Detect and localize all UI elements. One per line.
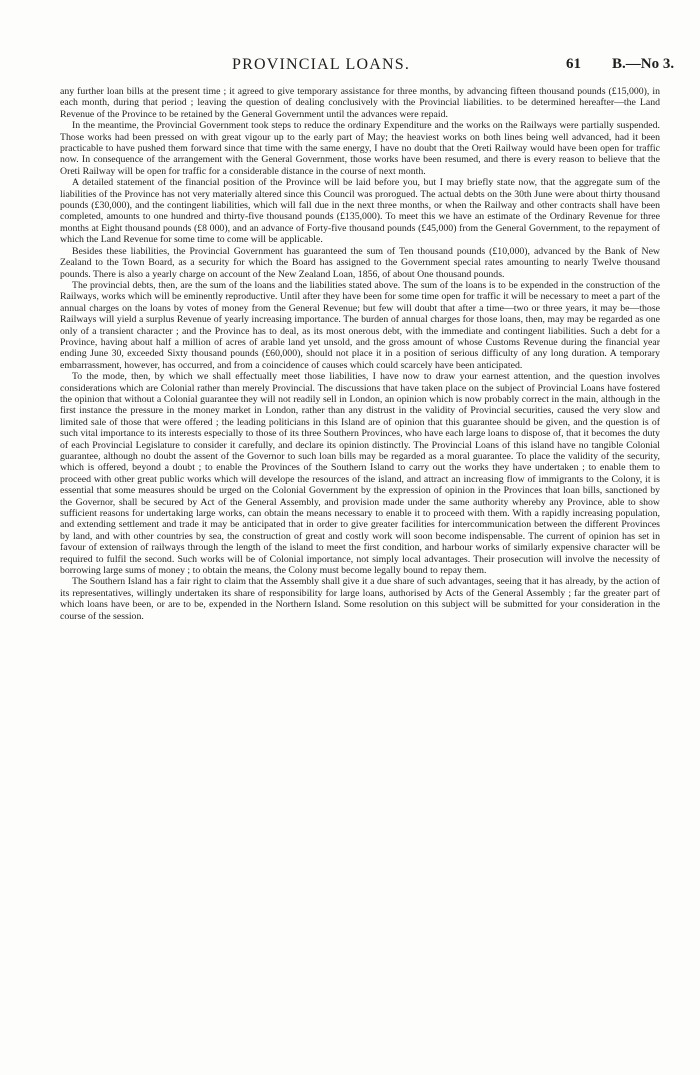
paragraph: The provincial debts, then, are the sum of the loans and the liabilities stated above. The sum of the loans is to be expended in the construction of the Railways, works which will be eminently reproductive. Until after they have been for some time open for traffic it will be necessary to meet a part of the annual charges on the loans by votes of money from the General Revenue; but few will doubt that after a time—two or three years, it may be—those Railways will yield a surplus Revenue of yearly increasing importance. The burden of annual charges for those loans, then, may may be regarded as one only of a transient character ; and the Province has to deal, as its most onerous debt, with the immediate and contingent liabilities. Such a debt for a Province, having about half a million of acres of arable land yet unsold, and the gross amount of whose Customs Revenue during the financial year ending June 30, exceeded Sixty thousand pounds (£60,000), should not place it in a position of serious difficulty of any long duration. A temporary embarrassment, however, has occurred, and from a coincidence of causes which could scarcely have been anticipated. — [60, 279, 660, 371]
page-number: 61 — [566, 56, 581, 72]
paragraph: To the mode, then, by which we shall effectually meet those liabilities, I have now to draw your earnest attention, and the question involves considerations which are Colonial rather than merely Provincial. The discussions that have taken place on the subject of Provincial Loans have fostered the opinion that without a Colonial guarantee they will not readily sell in London, an opinion which is now probably correct in the main, although in the first instance the pressure in the money market in London, rather than any distrust in the validity of Provincial securities, caused the very slow and limited sale of those that were offered ; the leading politicians in this Island are of opinion that this guarantee should be given, and the question is of such vital importance to its interests especially to those of its three Southern Provinces, who have each large loans to dispose of, that it becomes the duty of each Provincial Legislature to consider it carefully, and declare its opinion distinctly. The Provincial Loans of this island have no tangible Colonial guarantee, although no doubt the assent of the Governor to such loan bills may be regarded as a moral guarantee. To place the validity of the security, which is offered, beyond a doubt ; to enable the Provinces of the Southern Island to carry out the works they have undertaken ; to enable them to proceed with other great public works which will develope the resources of the island, and attract an increasing flow of immigrants to the Colony, it is essential that some measures should be urged on the Colonial Government by the expression of opinion in the Provinces that loan bills, sanctioned by the Governor, shall be secured by Act of the General Assembly, and provision made under the same authority whereby any Province, able to show sufficient reasons for undertaking large works, can obtain the means necessary to enable it to proceed with them. With a rapidly increasing population, and extending settlement and trade it may be anticipated that in order to give greater facilities for intercommunication between the different Provinces by land, and with other countries by sea, the construction of great and costly work will soon become indispensable. The current of opinion has set in favour of extension of railways through the length of the island to meet the first condition, and harbour works of similarly expensive character will be required to fulfil the second. Such works will be of Colonial importance, not simply local advantages. Their prosecution will involve the necessity of borrowing large sums of money ; to obtain the means, the Colony must become legally bound to repay them. — [60, 371, 660, 577]
paragraph: In the meantime, the Provincial Government took steps to reduce the ordinary Expenditure and the works on the Railways were partially suspended. Those works had been pressed on with great vigour up to the early part of May; the heaviest works on both lines being well advanced, had it been practicable to have pushed them forward since that time with the same energy, I have no doubt that the Oreti Railway would have been open for traffic now. In consequence of the arrangement with the General Government, those works have been resumed, and there is every reason to believe that the Oreti Railway will be open for traffic for a considerable distance in the course of next month. — [60, 120, 660, 177]
paragraph: The Southern Island has a fair right to claim that the Assembly shall give it a due share of such advantages, seeing that it has already, by the action of its representatives, willingly undertaken its share of responsibility for large loans, authorised by Acts of the General Assembly ; far the greater part of which loans have been, or are to be, expended in the Northern Island. Some resolution on this subject will be submitted for your consideration in the course of the session. — [60, 576, 660, 622]
document-reference: B.—No 3. — [612, 56, 675, 72]
paragraph: A detailed statement of the financial position of the Province will be laid before you, but I may briefly state now, that the aggregate sum of the liabilities of the Province has not very materially altered since this Council was prorogued. The actual debts on the 30th June were about thirty thousand pounds (£30,000), and the contingent liabilities, which will fall due in the next three months, or when the Railway and other contracts shall have been completed, amounts to one hundred and thirty-five thousand pounds (£135,000). To meet this we have an estimate of the Ordinary Revenue for three months at Eight thousand pounds (£8 000), and an advance of Forty-five thousand pounds (£45,000) from the General Government, to the repayment of which the Land Revenue for some time to come will be applicable. — [60, 177, 660, 246]
paragraph: Besides these liabilities, the Provincial Government has guaranteed the sum of Ten thousand pounds (£10,000), advanced by the Bank of New Zealand to the Town Board, as a security for which the Board has assigned to the Government special rates amounting to nearly Twelve thousand pounds. There is also a yearly charge on account of the New Zealand Loan, 1856, of about One thousand pounds. — [60, 245, 660, 280]
paragraph: any further loan bills at the present time ; it agreed to give temporary assistance for three months, by advancing fifteen thousand pounds (£15,000), in each month, during that period ; leaving the question of dealing conclusively with the Provincial liabilities. to be determined hereafter—the Land Revenue of the Province to be retained by the General Government until the advances were repaid. — [60, 86, 660, 120]
body-text — [60, 86, 660, 622]
running-title: PROVINCIAL LOANS. — [232, 56, 411, 73]
page-header — [0, 56, 700, 76]
